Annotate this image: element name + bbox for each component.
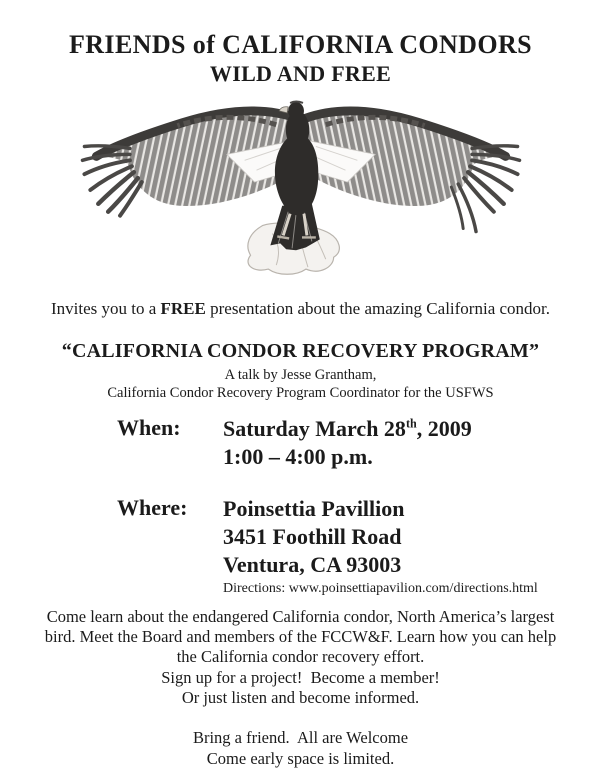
directions-url: Directions: www.poinsettiapavilion.com/directions.html <box>223 580 538 596</box>
invite-emphasis: FREE <box>160 299 206 319</box>
venue-city: Ventura, CA 93003 <box>223 551 402 577</box>
venue-address: 3451 Foothill Road <box>223 523 402 549</box>
invite-suffix: presentation about the amazing California condor. <box>205 299 551 319</box>
ordinal-superscript: th <box>405 416 417 431</box>
closing-lines <box>0 728 601 769</box>
when-time: 1:00 – 4:00 p.m. <box>223 443 373 469</box>
invite-prefix: Invites you to a <box>50 299 161 319</box>
description-line: Sign up for a project! Become a member! <box>161 667 440 687</box>
where-label: Where: <box>117 494 188 520</box>
invite-line <box>10 298 591 319</box>
condor-drawing-svg <box>75 99 527 277</box>
where-value <box>223 495 538 598</box>
when-date: Saturday March 28th, 2009 <box>223 415 472 441</box>
flyer-header <box>0 0 601 86</box>
closing-line1: Bring a friend. All are Welcome <box>192 728 409 748</box>
description-paragraph <box>0 607 601 708</box>
org-title: FRIENDS of CALIFORNIA CONDORS <box>68 30 533 59</box>
venue-name: Poinsettia Pavillion <box>223 495 405 521</box>
schedule-section <box>117 415 601 598</box>
speaker-line1: A talk by Jesse Grantham, <box>224 367 377 384</box>
org-subtitle: WILD AND FREE <box>209 60 392 86</box>
description-line: the California condor recovery effort. <box>176 647 425 667</box>
description-line: Or just listen and become informed. <box>181 687 420 707</box>
when-value <box>223 415 472 471</box>
description-line: Come learn about the endangered California condor, North America’s largest <box>46 606 555 626</box>
speaker-line2: California Condor Recovery Program Coordinator for the USFWS <box>107 385 494 402</box>
right-wing <box>303 111 519 232</box>
where-row <box>117 495 601 598</box>
closing-line2: Come early space is limited. <box>206 748 395 768</box>
left-wing <box>82 111 298 216</box>
when-row <box>117 415 601 471</box>
when-label: When: <box>117 414 181 440</box>
program-title: “CALIFORNIA CONDOR RECOVERY PROGRAM” <box>61 340 540 363</box>
condor-illustration <box>75 99 527 277</box>
description-line: bird. Meet the Board and members of the FCCW&F. Learn how you can help <box>44 626 557 646</box>
speaker-info <box>0 367 601 402</box>
